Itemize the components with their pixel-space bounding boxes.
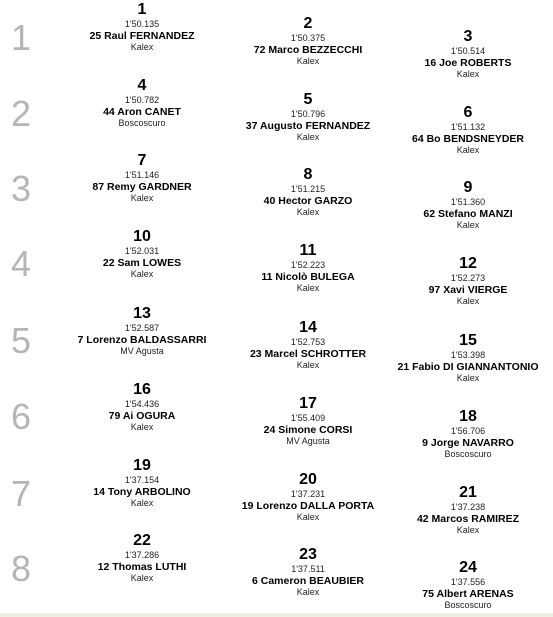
grid-row-number: 6 (10, 396, 32, 437)
lap-time: 1'51.215 (290, 184, 326, 194)
team-name: Kalex (296, 207, 320, 217)
rider-name: 12 Thomas LUTHI (97, 561, 187, 573)
lap-time: 1'52.753 (290, 337, 326, 347)
grid-slot (378, 409, 553, 460)
lap-time: 1'51.360 (450, 197, 486, 207)
grid-slot (378, 485, 553, 536)
rider-name: 16 Joe ROBERTS (424, 57, 512, 69)
team-name: Boscoscuro (444, 449, 492, 459)
grid-position: 6 (463, 104, 473, 121)
grid-position: 3 (463, 28, 473, 45)
lap-time: 1'50.796 (290, 109, 326, 119)
lap-time: 1'37.231 (290, 489, 326, 499)
grid-slot (218, 243, 398, 294)
team-name: Kalex (456, 373, 480, 383)
lap-time: 1'37.511 (291, 564, 325, 574)
grid-slot (52, 153, 232, 204)
grid-position: 7 (137, 152, 147, 169)
rider-name: 11 Nicolò BULEGA (261, 271, 355, 283)
rider-name: 42 Marcos RAMIREZ (416, 513, 520, 525)
lap-time: 1'52.223 (290, 260, 326, 270)
rider-name: 37 Augusto FERNANDEZ (245, 120, 371, 132)
grid-slot (52, 229, 232, 280)
lap-time: 1'37.154 (124, 475, 160, 485)
team-name: MV Agusta (120, 346, 164, 356)
grid-slot (218, 167, 398, 218)
grid-row-number: 3 (10, 168, 32, 209)
team-name: Kalex (296, 56, 320, 66)
grid-position: 4 (137, 77, 147, 94)
lap-time: 1'50.375 (290, 33, 326, 43)
grid-position: 8 (303, 166, 313, 183)
grid-slot (378, 333, 553, 384)
team-name: Boscoscuro (444, 600, 492, 610)
team-name: MV Agusta (286, 436, 330, 446)
rider-name: 19 Lorenzo DALLA PORTA (241, 500, 375, 512)
team-name: Kalex (296, 360, 320, 370)
lap-time: 1'52.587 (124, 323, 160, 333)
grid-row-number: 5 (10, 320, 32, 361)
rider-name: 22 Sam LOWES (102, 257, 182, 269)
grid-slot (218, 92, 398, 143)
grid-slot (218, 320, 398, 371)
rider-name: 9 Jorge NAVARRO (422, 437, 514, 449)
rider-name: 97 Xavi VIERGE (428, 284, 508, 296)
grid-position: 10 (133, 228, 151, 245)
grid-position: 18 (459, 408, 477, 425)
rider-name: 75 Albert ARENAS (422, 588, 514, 600)
grid-position: 11 (299, 242, 317, 259)
grid-position: 20 (299, 471, 317, 488)
grid-position: 1 (137, 1, 147, 18)
rider-name: 44 Aron CANET (103, 106, 181, 118)
rider-name: 25 Raul FERNANDEZ (89, 30, 195, 42)
lap-time: 1'53.398 (450, 350, 486, 360)
grid-slot (52, 533, 232, 584)
grid-slot (52, 458, 232, 509)
grid-position: 15 (459, 332, 477, 349)
lap-time: 1'37.238 (450, 502, 486, 512)
team-name: Kalex (456, 69, 480, 79)
team-name: Kalex (296, 132, 320, 142)
grid-slot (378, 105, 553, 156)
grid-position: 12 (459, 255, 477, 272)
grid-position: 9 (463, 179, 473, 196)
team-name: Kalex (456, 145, 480, 155)
lap-time: 1'50.135 (124, 19, 160, 29)
lap-time: 1'54.436 (124, 399, 160, 409)
grid-position: 13 (133, 305, 151, 322)
grid-slot (378, 29, 553, 80)
grid-position: 17 (299, 395, 317, 412)
grid-row-number: 4 (10, 243, 32, 284)
grid-position: 23 (299, 546, 317, 563)
team-name: Kalex (456, 220, 480, 230)
grid-slot (218, 472, 398, 523)
grid-slot (52, 306, 232, 357)
grid-slot (218, 547, 398, 598)
team-name: Kalex (456, 296, 480, 306)
lap-time: 1'52.031 (124, 246, 160, 256)
grid-slot (52, 78, 232, 129)
grid-slot (52, 2, 232, 53)
grid-position: 19 (133, 457, 151, 474)
grid-position: 21 (459, 484, 477, 501)
grid-row-number: 7 (10, 473, 32, 514)
rider-name: 23 Marcel SCHROTTER (249, 348, 367, 360)
team-name: Kalex (296, 587, 320, 597)
lap-time: 1'51.146 (124, 170, 160, 180)
rider-name: 72 Marco BEZZECCHI (253, 44, 363, 56)
grid-position: 24 (459, 559, 477, 576)
grid-position: 5 (303, 91, 313, 108)
grid-row-number: 1 (10, 17, 32, 58)
rider-name: 62 Stefano MANZI (423, 208, 513, 220)
lap-time: 1'52.273 (450, 273, 486, 283)
rider-name: 64 Bo BENDSNEYDER (411, 133, 525, 145)
lap-time: 1'55.409 (290, 413, 326, 423)
grid-slot (378, 560, 553, 611)
rider-name: 40 Hector GARZO (263, 195, 353, 207)
lap-time: 1'37.286 (124, 550, 160, 560)
lap-time: 1'51.132 (450, 122, 486, 132)
grid-row-number: 2 (10, 93, 32, 134)
team-name: Kalex (130, 573, 154, 583)
team-name: Kalex (296, 283, 320, 293)
lap-time: 1'50.782 (124, 95, 160, 105)
rider-name: 21 Fabio DI GIANNANTONIO (397, 361, 539, 373)
grid-slot (378, 256, 553, 307)
team-name: Kalex (130, 42, 154, 52)
lap-time: 1'56.706 (450, 426, 486, 436)
team-name: Boscoscuro (118, 118, 166, 128)
rider-name: 24 Simone CORSI (263, 424, 353, 436)
page-bottom-strip (0, 613, 553, 617)
grid-position: 22 (133, 532, 151, 549)
lap-time: 1'50.514 (450, 46, 486, 56)
team-name: Kalex (130, 269, 154, 279)
grid-position: 14 (299, 319, 317, 336)
team-name: Kalex (130, 422, 154, 432)
grid-position: 16 (133, 381, 151, 398)
rider-name: 14 Tony ARBOLINO (93, 486, 191, 498)
team-name: Kalex (456, 525, 480, 535)
grid-slot (52, 382, 232, 433)
lap-time: 1'37.556 (450, 577, 486, 587)
grid-row-number: 8 (10, 548, 32, 589)
team-name: Kalex (130, 498, 154, 508)
grid-slot (378, 180, 553, 231)
grid-slot (218, 396, 398, 447)
grid-position: 2 (303, 15, 313, 32)
rider-name: 6 Cameron BEAUBIER (251, 575, 365, 587)
rider-name: 7 Lorenzo BALDASSARRI (77, 334, 207, 346)
grid-slot (218, 16, 398, 67)
rider-name: 79 Ai OGURA (108, 410, 176, 422)
team-name: Kalex (130, 193, 154, 203)
rider-name: 87 Remy GARDNER (92, 181, 192, 193)
team-name: Kalex (296, 512, 320, 522)
